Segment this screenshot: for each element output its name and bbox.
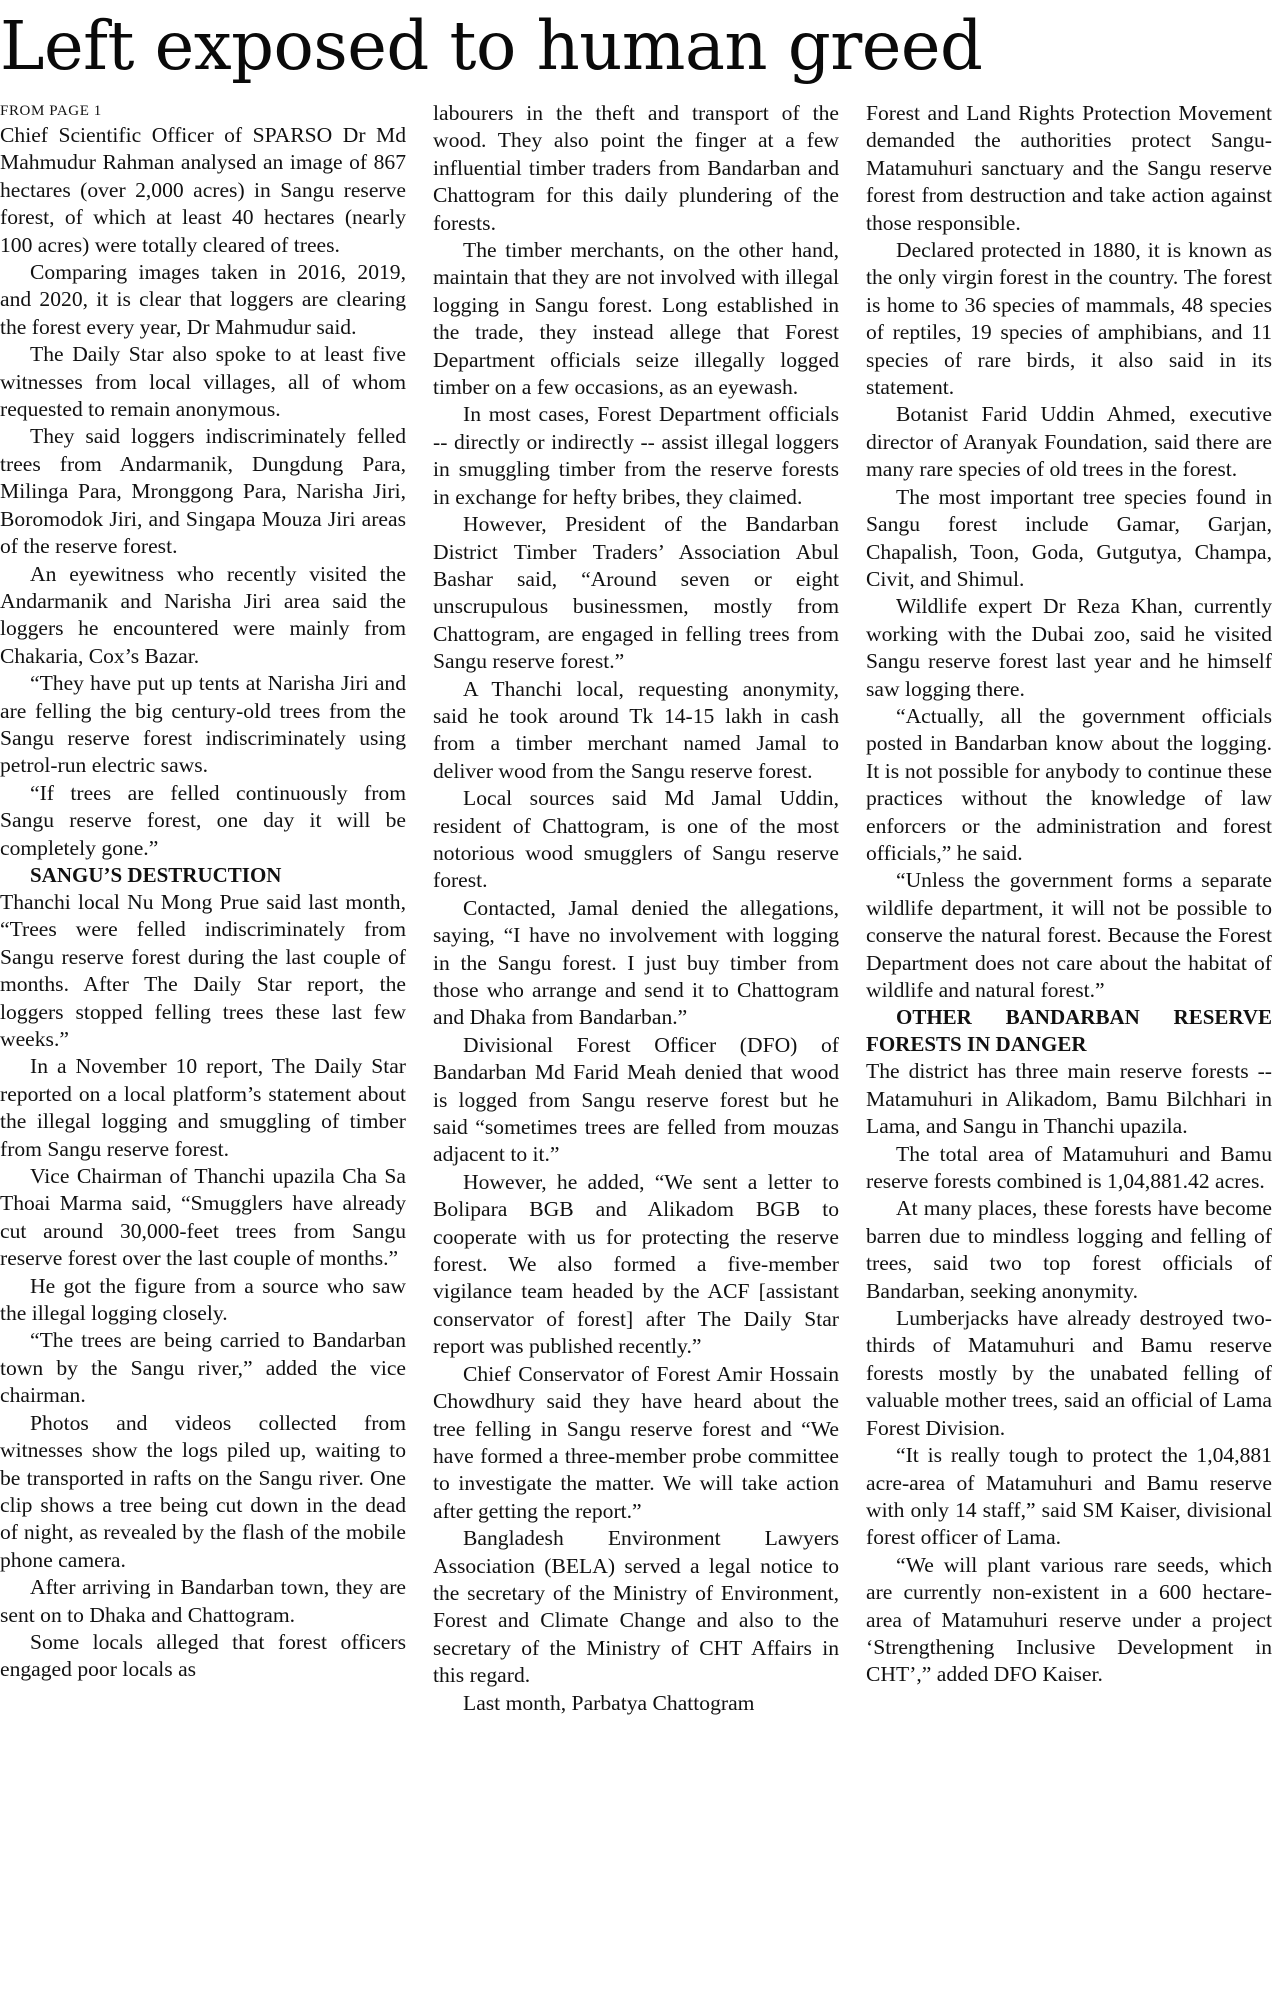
paragraph: Forest and Land Rights Protection Movement demanded the authorities protect Sangu-Matamuhuri sanctuary and the Sangu reserve forest from destruction and take action against those responsible. [866,101,1272,235]
paragraph: “Unless the government forms a separate wildlife department, it will not be possible to conserve the natural forest. Because the Forest Department does not care about the habitat of wildlife and natural forest.” [866,868,1272,1002]
paragraph: Divisional Forest Officer (DFO) of Bandarban Md Farid Meah denied that wood is logged from Sangu reserve forest but he said “sometimes trees are felled from mouzas adjacent to it.” [433,1032,839,1167]
paragraph: Contacted, Jamal denied the allegations, saying, “I have no involvement with logging in the Sangu forest. I just buy timber from those who arrange and send it to Chattogram and Dhaka from Bandarban.” [433,895,839,1030]
column-3 [866,100,1272,1995]
paragraph: The Daily Star also spoke to at least five witnesses from local villages, all of whom requested to remain anonymous. [0,342,406,422]
paragraph: An eyewitness who recently visited the Andarmanik and Narisha Jiri area said the loggers he encountered were mainly from Chakaria, Cox’s Bazar. [0,561,406,668]
paragraph: Bangladesh Environment Lawyers Association (BELA) served a legal notice to the secretary of the Ministry of Environment, Forest and Climate Change and also to the secretary of the Ministry of CHT Affairs in this regard. [433,1526,839,1688]
paragraph: “Actually, all the government officials posted in Bandarban know about the logging. It is not possible for anybody to continue these practices without the knowledge of law enforcers or the administration and forest officials,” he said. [866,703,1272,865]
paragraph: labourers in the theft and transport of the wood. They also point the finger at a few influential timber traders from Bandarban and Chattogram for this daily plundering of the forests. [433,101,839,235]
paragraph: “The trees are being carried to Bandarban town by the Sangu river,” added the vice chairman. [0,1328,406,1408]
subhead: SANGU’S DESTRUCTION [30,862,282,887]
subhead: OTHER BANDARBAN RESERVE FORESTS IN DANGER [866,1005,1272,1057]
paragraph: The timber merchants, on the other hand, maintain that they are not involved with illegal logging in Sangu forest. Long established in the trade, they instead allege that Forest Department officials seize illegally logged timber on a few occasions, as an eyewash. [433,238,839,400]
paragraph: A Thanchi local, requesting anonymity, said he took around Tk 14-15 lakh in cash from a timber merchant named Jamal to deliver wood from the Sangu reserve forest. [433,676,839,783]
paragraph: The total area of Matamuhuri and Bamu reserve forests combined is 1,04,881.42 acres. [866,1141,1272,1194]
paragraph: At many places, these forests have become barren due to mindless logging and felling of trees, said two top forest officials of Bandarban, seeking anonymity. [866,1196,1272,1303]
paragraph: Chief Conservator of Forest Amir Hossain Chowdhury said they have heard about the tree felling in Sangu reserve forest and “We have formed a three-member probe committee to investigate the matter. We will take action after getting the report.” [433,1361,839,1523]
paragraph: Chief Scientific Officer of SPARSO Dr Md Mahmudur Rahman analysed an image of 867 hectares (over 2,000 acres) in Sangu reserve forest, of which at least 40 hectares (nearly 100 acres) were totally cleared of trees. [0,123,406,257]
paragraph: “It is really tough to protect the 1,04,881 acre-area of Matamuhuri and Bamu reserve with only 14 staff,” said SM Kaiser, divisional forest officer of Lama. [866,1443,1272,1550]
paragraph: Botanist Farid Uddin Ahmed, executive director of Aranyak Foundation, said there are many rare species of old trees in the forest. [866,402,1272,482]
paragraph: However, he added, “We sent a letter to Bolipara BGB and Alikadom BGB to cooperate with us for protecting the reserve forest. We also formed a five-member vigilance team headed by the ACF [assistant conservator of forest] after The Daily Star report was published recently.” [433,1169,839,1359]
headline: Left exposed to human greed [0,7,983,85]
paragraph: Some locals alleged that forest officers engaged poor locals as [0,1629,406,1682]
paragraph: The district has three main reserve forests -- Matamuhuri in Alikadom, Bamu Bilchhari in Lama, and Sangu in Thanchi upazila. [866,1059,1272,1139]
paragraph: Local sources said Md Jamal Uddin, resident of Chattogram, is one of the most notorious wood smugglers of Sangu reserve forest. [433,786,839,893]
paragraph: Thanchi local Nu Mong Prue said last month, “Trees were felled indiscriminately from Sangu reserve forest during the last couple of months. After The Daily Star report, the loggers stopped felling trees these last few weeks.” [0,889,406,1051]
paragraph: Wildlife expert Dr Reza Khan, currently working with the Dubai zoo, said he visited Sangu reserve forest last year and he himself saw logging there. [866,594,1272,701]
column-2 [433,100,839,1995]
article-body [0,100,1286,1995]
paragraph: Vice Chairman of Thanchi upazila Cha Sa Thoai Marma said, “Smugglers have already cut around 30,000-feet trees from Sangu reserve forest over the last couple of months.” [0,1164,406,1271]
paragraph: In a November 10 report, The Daily Star reported on a local platform’s statement about the illegal logging and smuggling of timber from Sangu reserve forest. [0,1054,406,1161]
paragraph: Declared protected in 1880, it is known as the only virgin forest in the country. The forest is home to 36 species of mammals, 48 species of reptiles, 19 species of amphibians, and 11 species of rare birds, it also said in its statement. [866,238,1272,400]
paragraph: Comparing images taken in 2016, 2019, and 2020, it is clear that loggers are clearing the forest every year, Dr Mahmudur said. [0,260,406,339]
paragraph: In most cases, Forest Department officials -- directly or indirectly -- assist illegal loggers in smuggling timber from the reserve forests in exchange for hefty bribes, they claimed. [433,402,839,509]
paragraph: The most important tree species found in Sangu forest include Gamar, Garjan, Chapalish, Toon, Goda, Gutgutya, Champa, Civit, and Shimul. [866,484,1272,591]
paragraph: However, President of the Bandarban District Timber Traders’ Association Abul Bashar said, “Around seven or eight unscrupulous businessmen, mostly from Chattogram, are engaged in felling trees from Sangu reserve forest.” [433,512,839,674]
paragraph: Last month, Parbatya Chattogram [463,1690,755,1715]
paragraph: “We will plant various rare seeds, which are currently non-existent in a 600 hectare-area of Matamuhuri reserve under a project ‘Strengthening Inclusive Development in CHT’,” added DFO Kaiser. [866,1552,1272,1687]
paragraph: They said loggers indiscriminately felled trees from Andarmanik, Dungdung Para, Milinga Para, Mronggong Para, Narisha Jiri, Boromodok Jiri, and Singapa Mouza Jiri areas of the reserve forest. [0,424,406,559]
paragraph: “They have put up tents at Narisha Jiri and are felling the big century-old trees from the Sangu reserve forest indiscriminately using petrol-run electric saws. [0,671,406,778]
paragraph: Photos and videos collected from witnesses show the logs piled up, waiting to be transported in rafts on the Sangu river. One clip shows a tree being cut down in the dead of night, as revealed by the flash of the mobile phone camera. [0,1410,406,1572]
paragraph: Lumberjacks have already destroyed two-thirds of Matamuhuri and Bamu reserve forests mostly by the unabated felling of valuable mother trees, said an official of Lama Forest Division. [866,1306,1272,1440]
paragraph: He got the figure from a source who saw the illegal logging closely. [0,1273,406,1326]
column-1 [0,100,406,1995]
paragraph: After arriving in Bandarban town, they are sent on to Dhaka and Chattogram. [0,1575,406,1627]
kicker: FROM PAGE 1 [0,103,102,119]
paragraph: “If trees are felled continuously from Sangu reserve forest, one day it will be completely gone.” [0,780,406,860]
